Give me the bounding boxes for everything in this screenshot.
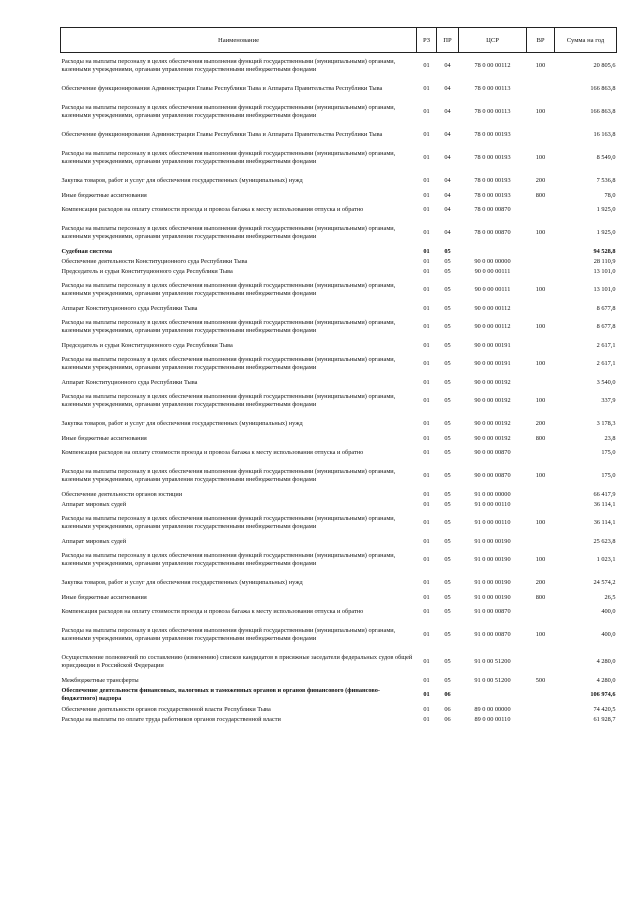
cell-sum: 13 101,0 <box>593 267 616 275</box>
cell-pr: 06 <box>444 705 451 713</box>
cell-vr <box>527 304 555 314</box>
cell-name: Расходы на выплаты по оплате труда работников органов государственной власти <box>61 715 281 723</box>
table-row <box>61 80 617 99</box>
cell-vr <box>527 201 555 220</box>
cell-rz: 01 <box>423 608 430 615</box>
cell-rz: 01 <box>423 519 430 526</box>
cell-pr: 05 <box>444 472 451 479</box>
cell-vr <box>527 126 555 145</box>
cell-csr: 91 0 00 00000 <box>474 490 511 498</box>
cell-pr: 05 <box>444 323 451 330</box>
cell-csr: 89 0 00 00000 <box>474 705 511 713</box>
cell-csr: 90 0 00 00192 <box>474 397 511 404</box>
cell-csr: 91 0 00 00190 <box>474 579 511 586</box>
cell-pr: 05 <box>444 420 451 427</box>
cell-vr: 100 <box>535 519 546 526</box>
cell-csr: 78 0 00 00193 <box>474 191 511 199</box>
cell-vr <box>527 715 555 725</box>
cell-sum: 8 677,8 <box>596 304 616 312</box>
cell-name: Иные бюджетные ассигнования <box>61 434 147 442</box>
cell-sum: 2 617,1 <box>596 360 616 367</box>
table-row <box>61 434 617 444</box>
table-row <box>61 53 617 80</box>
cell-name: Закупка товаров, работ и услуг для обеспечения государственных (муниципальных) нужд <box>61 420 303 427</box>
table-row <box>61 378 617 388</box>
cell-vr <box>527 705 555 715</box>
cell-rz: 01 <box>423 154 430 161</box>
cell-pr: 05 <box>444 397 451 404</box>
cell-csr: 90 0 00 00112 <box>474 304 511 312</box>
cell-rz: 01 <box>423 229 430 236</box>
table-row <box>61 537 617 547</box>
cell-name: Компенсация расходов на оплату стоимости проезда и провоза багажа к месту использования отпуска и обратно <box>61 608 364 615</box>
cell-pr: 05 <box>444 490 451 498</box>
cell-vr <box>527 341 555 351</box>
cell-sum: 400,0 <box>601 631 616 638</box>
cell-rz: 01 <box>423 715 430 723</box>
cell-rz: 01 <box>423 62 430 70</box>
table-row <box>61 490 617 500</box>
cell-csr: 89 0 00 00110 <box>474 715 511 723</box>
table-row <box>61 593 617 603</box>
cell-rz: 01 <box>423 691 430 698</box>
cell-csr: 91 0 00 00190 <box>474 593 511 601</box>
cell-rz: 01 <box>423 556 430 563</box>
cell-csr: 90 0 00 00870 <box>474 472 511 479</box>
cell-csr: 78 0 00 00870 <box>474 229 511 236</box>
table-row <box>61 277 617 304</box>
table-row <box>61 247 617 257</box>
cell-sum: 78,0 <box>604 191 616 199</box>
cell-sum: 106 974,6 <box>590 691 616 698</box>
cell-csr: 78 0 00 00113 <box>474 85 511 92</box>
cell-vr <box>527 490 555 500</box>
cell-csr <box>459 247 527 257</box>
cell-csr: 90 0 00 00191 <box>474 360 511 367</box>
cell-pr: 05 <box>444 608 451 615</box>
cell-name: Расходы на выплаты персоналу в целях обеспечения выполнения функций государственными (муниципальными) органами, казенными учреждениями, органами управления государственными внебюджетными фондами <box>61 319 396 334</box>
header-sum: Сумма на год <box>555 28 617 53</box>
cell-name: Судебная система <box>61 247 113 255</box>
cell-rz: 01 <box>423 341 430 349</box>
cell-pr: 04 <box>444 191 451 199</box>
cell-sum: 74 420,5 <box>593 705 616 713</box>
cell-vr: 200 <box>535 579 546 586</box>
table-row <box>61 686 617 705</box>
table-row <box>61 500 617 510</box>
cell-name: Компенсация расходов на оплату стоимости проезда и провоза багажа к месту использования отпуска и обратно <box>61 206 364 213</box>
cell-name: Расходы на выплаты персоналу в целях обеспечения выполнения функций государственными (муниципальными) органами, казенными учреждениями, органами управления государственными внебюджетными фондами <box>61 356 396 371</box>
cell-csr: 90 0 00 00192 <box>474 434 511 442</box>
cell-name: Расходы на выплаты персоналу в целях обеспечения выполнения функций государственными (муниципальными) органами, казенными учреждениями, органами управления государственными внебюджетными фондами <box>61 515 396 530</box>
cell-sum: 4 280,0 <box>596 676 616 684</box>
cell-sum: 1 925,0 <box>596 229 616 236</box>
cell-pr: 05 <box>444 341 451 349</box>
cell-name: Расходы на выплаты персоналу в целях обеспечения выполнения функций государственными (муниципальными) органами, казенными учреждениями, органами управления государственными внебюджетными фондами <box>61 552 396 567</box>
cell-rz: 01 <box>423 267 430 275</box>
cell-sum: 66 417,9 <box>593 490 616 498</box>
cell-sum: 20 805,6 <box>593 62 616 70</box>
table-row <box>61 220 617 247</box>
cell-vr: 200 <box>535 420 546 427</box>
cell-name: Обеспечение функционирования Администрации Главы Республики Тыва и Аппарата Правительства Республики Тыва <box>61 85 383 92</box>
cell-name: Расходы на выплаты персоналу в целях обеспечения выполнения функций государственными (муниципальными) органами, казенными учреждениями, органами управления государственными внебюджетными фондами <box>61 282 396 297</box>
cell-rz: 01 <box>423 108 430 115</box>
table-row <box>61 415 617 434</box>
cell-rz: 01 <box>423 434 430 442</box>
cell-rz: 01 <box>423 397 430 404</box>
cell-vr: 100 <box>535 323 546 330</box>
cell-rz: 01 <box>423 378 430 386</box>
table-row <box>61 444 617 463</box>
cell-sum: 94 528,8 <box>593 247 616 255</box>
cell-name: Обеспечение деятельности Конституционного суда Республики Тыва <box>61 257 248 265</box>
cell-rz: 01 <box>423 177 430 184</box>
cell-csr: 90 0 00 00111 <box>474 267 511 275</box>
cell-sum: 24 574,2 <box>593 579 616 586</box>
table-row <box>61 622 617 649</box>
cell-pr: 05 <box>444 304 451 312</box>
cell-csr: 91 0 00 00110 <box>474 500 511 508</box>
cell-pr: 04 <box>444 108 451 115</box>
cell-name: Расходы на выплаты персоналу в целях обеспечения выполнения функций государственными (муниципальными) органами, казенными учреждениями, органами управления государственными внебюджетными фондами <box>61 468 396 483</box>
header-rz: РЗ <box>417 28 437 53</box>
cell-rz: 01 <box>423 472 430 479</box>
cell-vr <box>527 257 555 267</box>
cell-rz: 01 <box>423 85 430 92</box>
cell-pr: 05 <box>444 631 451 638</box>
cell-name: Обеспечение деятельности органов государственной власти Республики Тыва <box>61 705 271 713</box>
table-row <box>61 351 617 378</box>
cell-pr: 05 <box>444 519 451 526</box>
cell-sum: 4 280,0 <box>596 658 616 665</box>
cell-vr: 800 <box>535 191 546 199</box>
cell-vr <box>527 80 555 99</box>
cell-vr: 100 <box>535 472 546 479</box>
cell-rz: 01 <box>423 449 430 456</box>
cell-name: Расходы на выплаты персоналу в целях обеспечения выполнения функций государственными (муниципальными) органами, казенными учреждениями, органами управления государственными внебюджетными фондами <box>61 104 396 119</box>
table-row <box>61 191 617 201</box>
cell-sum: 16 163,8 <box>593 131 616 138</box>
cell-rz: 01 <box>423 658 430 665</box>
cell-csr: 91 0 00 00190 <box>474 556 511 563</box>
cell-rz: 01 <box>423 191 430 199</box>
cell-vr <box>527 603 555 622</box>
cell-csr: 91 0 00 51200 <box>474 658 511 665</box>
header-row <box>61 28 617 53</box>
cell-csr: 90 0 00 00111 <box>474 286 511 293</box>
cell-vr <box>527 267 555 277</box>
cell-vr: 800 <box>535 593 546 601</box>
cell-pr: 05 <box>444 360 451 367</box>
cell-pr: 05 <box>444 267 451 275</box>
cell-pr: 05 <box>444 247 451 255</box>
cell-pr: 05 <box>444 378 451 386</box>
cell-name: Закупка товаров, работ и услуг для обеспечения государственных (муниципальных) нужд <box>61 177 303 184</box>
table-row <box>61 705 617 715</box>
header-csr: ЦСР <box>459 28 527 53</box>
cell-sum: 26,5 <box>604 593 616 601</box>
header-pr: ПР <box>437 28 459 53</box>
cell-pr: 04 <box>444 229 451 236</box>
cell-name: Иные бюджетные ассигнования <box>61 593 147 601</box>
cell-name: Осуществление полномочий по составлению (изменению) списков кандидатов в присяжные заседатели федеральных судов общей юрисдикции в Российской Федерации <box>61 654 413 669</box>
cell-rz: 01 <box>423 631 430 638</box>
cell-pr: 04 <box>444 206 451 213</box>
table-row <box>61 547 617 574</box>
cell-vr: 100 <box>535 631 546 638</box>
cell-name: Обеспечение деятельности финансовых, налоговых и таможенных органов и органов финансового (финансово-бюджетного) надзора <box>61 687 380 702</box>
cell-sum: 28 110,9 <box>593 257 616 265</box>
cell-csr <box>459 686 527 705</box>
cell-sum: 337,9 <box>601 397 616 404</box>
cell-csr: 78 0 00 00193 <box>474 154 511 161</box>
cell-pr: 04 <box>444 177 451 184</box>
cell-pr: 05 <box>444 579 451 586</box>
table-row <box>61 574 617 593</box>
cell-csr: 90 0 00 00112 <box>474 323 511 330</box>
table-row <box>61 341 617 351</box>
cell-pr: 05 <box>444 676 451 684</box>
cell-rz: 01 <box>423 420 430 427</box>
cell-rz: 01 <box>423 579 430 586</box>
cell-vr <box>527 247 555 257</box>
cell-name: Председатель и судьи Конституционного суда Республики Тыва <box>61 341 233 349</box>
cell-csr: 91 0 00 00870 <box>474 608 511 615</box>
cell-vr <box>527 500 555 510</box>
cell-rz: 01 <box>423 537 430 545</box>
cell-name: Расходы на выплаты персоналу в целях обеспечения выполнения функций государственными (муниципальными) органами, казенными учреждениями, органами управления государственными внебюджетными фондами <box>61 393 396 408</box>
cell-name: Обеспечение деятельности органов юстиции <box>61 490 183 498</box>
cell-sum: 1 925,0 <box>596 206 616 213</box>
cell-sum: 8 549,0 <box>596 154 616 161</box>
cell-sum: 400,0 <box>601 608 616 615</box>
cell-vr: 100 <box>535 229 546 236</box>
table-row <box>61 715 617 725</box>
table-row <box>61 649 617 676</box>
table-row <box>61 267 617 277</box>
cell-csr: 78 0 00 00193 <box>474 131 511 138</box>
cell-sum: 8 677,8 <box>596 323 616 330</box>
table-row <box>61 126 617 145</box>
cell-csr: 91 0 00 00870 <box>474 631 511 638</box>
cell-vr: 100 <box>535 360 546 367</box>
table-row <box>61 304 617 314</box>
cell-vr: 100 <box>535 556 546 563</box>
cell-sum: 175,0 <box>601 449 616 456</box>
cell-sum: 23,8 <box>604 434 616 442</box>
table-row <box>61 314 617 341</box>
cell-rz: 01 <box>423 500 430 508</box>
cell-pr: 05 <box>444 593 451 601</box>
cell-csr: 90 0 00 00192 <box>474 378 511 386</box>
cell-csr: 91 0 00 51200 <box>474 676 511 684</box>
cell-sum: 1 023,1 <box>596 556 616 563</box>
cell-name: Расходы на выплаты персоналу в целях обеспечения выполнения функций государственными (муниципальными) органами, казенными учреждениями, органами управления государственными внебюджетными фондами <box>61 225 396 240</box>
cell-sum: 166 863,8 <box>590 85 616 92</box>
cell-sum: 3 178,3 <box>596 420 616 427</box>
cell-csr: 91 0 00 00190 <box>474 537 511 545</box>
cell-sum: 7 536,8 <box>596 177 616 184</box>
table-row <box>61 145 617 172</box>
cell-csr: 91 0 00 00110 <box>474 519 511 526</box>
cell-pr: 05 <box>444 449 451 456</box>
table-row <box>61 201 617 220</box>
cell-csr: 90 0 00 00192 <box>474 420 511 427</box>
cell-vr: 100 <box>535 108 546 115</box>
cell-csr: 78 0 00 00113 <box>474 108 511 115</box>
cell-name: Аппарат Конституционного суда Республики Тыва <box>61 304 198 312</box>
cell-vr <box>527 537 555 547</box>
cell-rz: 01 <box>423 323 430 330</box>
cell-name: Компенсация расходов на оплату стоимости проезда и провоза багажа к месту использования отпуска и обратно <box>61 449 364 456</box>
cell-pr: 05 <box>444 537 451 545</box>
cell-name: Аппарат мировых судей <box>61 500 127 508</box>
table-row <box>61 99 617 126</box>
cell-rz: 01 <box>423 705 430 713</box>
cell-pr: 06 <box>444 715 451 723</box>
cell-pr: 05 <box>444 658 451 665</box>
cell-rz: 01 <box>423 360 430 367</box>
cell-vr: 800 <box>535 434 546 442</box>
cell-rz: 01 <box>423 247 430 255</box>
cell-csr: 90 0 00 00191 <box>474 341 511 349</box>
cell-name: Расходы на выплаты персоналу в целях обеспечения выполнения функций государственными (муниципальными) органами, казенными учреждениями, органами управления государственными внебюджетными фондами <box>61 150 396 165</box>
cell-vr <box>527 686 555 705</box>
table-row <box>61 603 617 622</box>
cell-sum: 2 617,1 <box>596 341 616 349</box>
cell-vr <box>527 649 555 676</box>
cell-csr: 78 0 00 00112 <box>474 62 511 70</box>
table-row <box>61 676 617 686</box>
cell-csr: 78 0 00 00870 <box>474 206 511 213</box>
cell-pr: 05 <box>444 434 451 442</box>
cell-sum: 3 540,0 <box>596 378 616 386</box>
cell-name: Аппарат мировых судей <box>61 537 127 545</box>
cell-name: Председатель и судьи Конституционного суда Республики Тыва <box>61 267 233 275</box>
cell-name: Расходы на выплаты персоналу в целях обеспечения выполнения функций государственными (муниципальными) органами, казенными учреждениями, органами управления государственными внебюджетными фондами <box>61 58 396 74</box>
table-row <box>61 257 617 267</box>
table-row <box>61 510 617 537</box>
header-vr: ВР <box>527 28 555 53</box>
cell-rz: 01 <box>423 286 430 293</box>
cell-vr: 200 <box>535 177 546 184</box>
cell-vr: 500 <box>535 676 546 684</box>
cell-vr: 100 <box>535 286 546 293</box>
cell-vr: 100 <box>535 62 546 70</box>
cell-pr: 04 <box>444 131 451 138</box>
cell-sum: 25 623,8 <box>593 537 616 545</box>
cell-pr: 05 <box>444 556 451 563</box>
table-row <box>61 463 617 490</box>
cell-sum: 166 863,8 <box>590 108 616 115</box>
cell-rz: 01 <box>423 593 430 601</box>
cell-pr: 05 <box>444 286 451 293</box>
cell-name: Обеспечение функционирования Администрации Главы Республики Тыва и Аппарата Правительства Республики Тыва <box>61 131 383 138</box>
cell-pr: 04 <box>444 62 451 70</box>
budget-table <box>60 27 617 725</box>
cell-sum: 13 101,0 <box>593 286 616 293</box>
cell-name: Расходы на выплаты персоналу в целях обеспечения выполнения функций государственными (муниципальными) органами, казенными учреждениями, органами управления государственными внебюджетными фондами <box>61 627 396 642</box>
header-name: Наименование <box>61 28 417 53</box>
cell-vr <box>527 444 555 463</box>
cell-vr: 100 <box>535 397 546 404</box>
cell-pr: 04 <box>444 154 451 161</box>
cell-csr: 90 0 00 00000 <box>474 257 511 265</box>
cell-rz: 01 <box>423 131 430 138</box>
cell-rz: 01 <box>423 490 430 498</box>
cell-rz: 01 <box>423 257 430 265</box>
cell-pr: 06 <box>444 691 451 698</box>
cell-sum: 175,0 <box>601 472 616 479</box>
table-body <box>61 53 617 725</box>
cell-rz: 01 <box>423 676 430 684</box>
cell-rz: 01 <box>423 304 430 312</box>
table-header <box>61 28 617 53</box>
cell-name: Аппарат Конституционного суда Республики Тыва <box>61 378 198 386</box>
cell-name: Иные бюджетные ассигнования <box>61 191 147 199</box>
cell-vr <box>527 378 555 388</box>
cell-pr: 04 <box>444 85 451 92</box>
cell-name: Закупка товаров, работ и услуг для обеспечения государственных (муниципальных) нужд <box>61 579 303 586</box>
table-row <box>61 388 617 415</box>
cell-sum: 36 114,1 <box>593 500 616 508</box>
cell-pr: 05 <box>444 500 451 508</box>
cell-name: Межбюджетные трансферты <box>61 676 139 684</box>
table-row <box>61 172 617 191</box>
cell-pr: 05 <box>444 257 451 265</box>
cell-csr: 90 0 00 00870 <box>474 449 511 456</box>
cell-sum: 36 114,1 <box>593 519 616 526</box>
cell-sum: 61 928,7 <box>593 715 616 723</box>
cell-vr: 100 <box>535 154 546 161</box>
cell-csr: 78 0 00 00193 <box>474 177 511 184</box>
cell-rz: 01 <box>423 206 430 213</box>
